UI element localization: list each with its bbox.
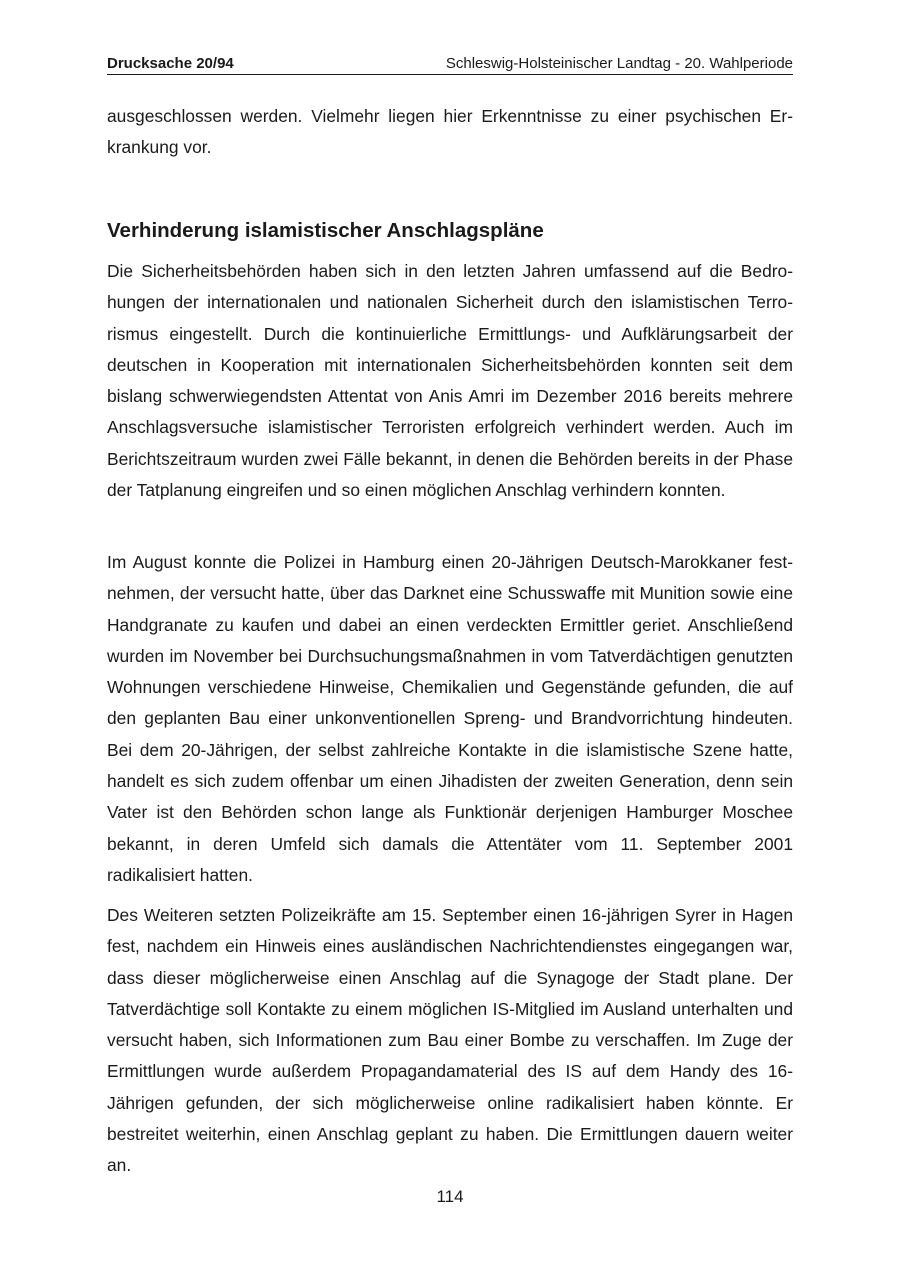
paragraph-1: Die Sicherheitsbehörden haben sich in den letzten Jahren umfassend auf die Bedrohungen der internationalen und nationalen Sicherheit durch den islamistischen Terrorismus eingestellt. Durch die kontinuierliche Ermittlungs- und Aufklärungsarbeit der deutschen in Kooperation mit internationalen Sicherheitsbehörden konnten seit dem bislang schwerwiegendsten Attentat von Anis Amri im Dezember 2016 bereits mehrere Anschlagsversuche islamistischer Terroristen erfolgreich verhindert werden. Auch im Berichtszeitraum wurden zwei Fälle bekannt, in denen die Behörden bereits in der Phase der Tatplanung eingreifen und so einen möglichen Anschlag verhindern konnten.	[107, 261, 793, 501]
section-heading: Verhinderung islamistischer Anschlagspläne	[107, 219, 544, 242]
page-header	[107, 53, 793, 75]
document-number: Drucksache 20/94	[107, 55, 234, 72]
page-number: 114	[436, 1187, 464, 1206]
paragraph-2: Im August konnte die Polizei in Hamburg einen 20-Jährigen Deutsch-Marokkaner festnehmen, der versucht hatte, über das Darknet eine Schusswaffe mit Munition sowie eine Handgranate zu kaufen und dabei an einen verdeckten Ermittler geriet. Anschließend wurden im November bei Durchsuchungsmaßnahmen in vom Tatverdächtigen genutzten Wohnungen verschiedene Hinweise, Chemikalien und Gegenstände gefunden, die auf den geplanten Bau einer unkonventionellen Spreng- und Brandvorrichtung hindeuten. Bei dem 20-Jährigen, der selbst zahlreiche Kontakte in die islamistische Szene hatte, handelt es sich zudem offenbar um einen Jihadisten der zweiten Generation, denn sein Vater ist den Behörden schon lange als Funktionär derjenigen Hamburger Moschee bekannt, in deren Umfeld sich damals die Attentäter vom 11. September 2001 radikalisiert hatten.	[107, 552, 793, 885]
paragraph-3: Des Weiteren setzten Polizeikräfte am 15. September einen 16-jährigen Syrer in Hagen fest, nachdem ein Hinweis eines ausländischen Nachrichtendienstes eingegangen war, dass dieser möglicherweise einen Anschlag auf die Synagoge der Stadt plane. Der Tatverdächtige soll Kontakte zu einem möglichen IS-Mitglied im Ausland unterhalten und versucht haben, sich Informationen zum Bau einer Bombe zu verschaffen. Im Zuge der Ermittlungen wurde außerdem Propagandamaterial des IS auf dem Handy des 16-Jährigen gefunden, der sich möglicherweise online radikalisiert haben könnte. Er bestreitet weiterhin, einen Anschlag geplant zu haben. Die Ermittlungen dauern weiter an.	[107, 905, 793, 1176]
intro-paragraph: ausgeschlossen werden. Vielmehr liegen hier Erkenntnisse zu einer psychischen Erkrankung vor.	[107, 106, 793, 158]
parliament-title: Schleswig-Holsteinischer Landtag - 20. Wahlperiode	[445, 55, 793, 72]
